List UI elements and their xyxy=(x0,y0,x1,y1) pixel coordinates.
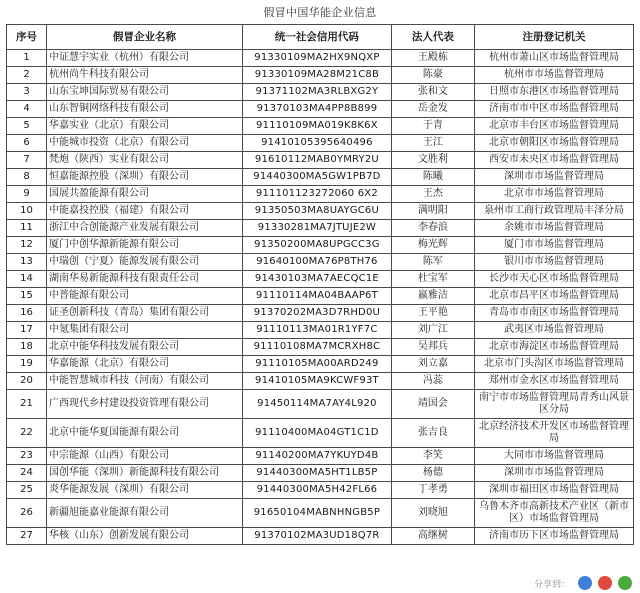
cell-legal-rep: 杨德 xyxy=(391,465,474,482)
cell-registration-authority: 北京市门头沟区市场监督管理局 xyxy=(474,356,633,373)
cell-credit-code: 91350503MA8UAYGC6U xyxy=(243,203,392,220)
cell-company-name: 杭州尚牛科技有限公司 xyxy=(47,67,243,84)
cell-credit-code: 91330109MA28M21C8B xyxy=(243,67,392,84)
cell-legal-rep: 丁孝勇 xyxy=(391,482,474,499)
cell-registration-authority: 杭州市萧山区市场监督管理局 xyxy=(474,50,633,67)
cell-credit-code: 91110109MA019K8K6X xyxy=(243,118,392,135)
cell-credit-code: 91650104MABNHNGB5P xyxy=(243,499,392,528)
cell-credit-code: 91440300MA5GW1PB7D xyxy=(243,169,392,186)
table-row xyxy=(7,254,634,271)
column-header-company-name: 假冒企业名称 xyxy=(47,25,243,50)
cell-company-name: 梵炮（陕西）实业有限公司 xyxy=(47,152,243,169)
cell-company-name: 国展共盈能源有限公司 xyxy=(47,186,243,203)
table-row xyxy=(7,50,634,67)
share-label: 分享到： xyxy=(533,579,570,590)
cell-company-name: 炎华能源发展（深圳）有限公司 xyxy=(47,482,243,499)
cell-registration-authority: 武夷区市场监督管理局 xyxy=(474,322,633,339)
fake-companies-table xyxy=(6,24,634,545)
column-header-registration-authority: 注册登记机关 xyxy=(474,25,633,50)
cell-legal-rep: 吴邦兵 xyxy=(391,339,474,356)
share-bar xyxy=(534,576,632,590)
table-row xyxy=(7,499,634,528)
cell-index: 19 xyxy=(7,356,47,373)
cell-index: 15 xyxy=(7,288,47,305)
cell-company-name: 证圣创新科技（青岛）集团有限公司 xyxy=(47,305,243,322)
cell-index: 5 xyxy=(7,118,47,135)
cell-legal-rep: 王江 xyxy=(391,135,474,152)
cell-legal-rep: 刘立嘉 xyxy=(391,356,474,373)
share-weibo-icon[interactable] xyxy=(598,576,612,590)
table-row xyxy=(7,356,634,373)
cell-index: 3 xyxy=(7,84,47,101)
cell-registration-authority: 南宁市市场监督管理局青秀山风景区分局 xyxy=(474,390,633,419)
table-row xyxy=(7,84,634,101)
cell-registration-authority: 长沙市天心区市场监督管理局 xyxy=(474,271,633,288)
cell-legal-rep: 高继树 xyxy=(391,528,474,545)
cell-registration-authority: 郑州市金水区市场监督管理局 xyxy=(474,373,633,390)
table-row xyxy=(7,186,634,203)
cell-registration-authority: 深圳市市场监督管理局 xyxy=(474,169,633,186)
table-row xyxy=(7,169,634,186)
cell-credit-code: 91350200MA8UPGCC3G xyxy=(243,237,392,254)
table-body xyxy=(7,50,634,545)
cell-legal-rep: 李春浪 xyxy=(391,220,474,237)
cell-credit-code: 91440300MA5H42FL66 xyxy=(243,482,392,499)
cell-company-name: 中能城市投资（北京）有限公司 xyxy=(47,135,243,152)
cell-legal-rep: 张吉良 xyxy=(391,419,474,448)
cell-index: 25 xyxy=(7,482,47,499)
cell-credit-code: 91610112MAB0YMRY2U xyxy=(243,152,392,169)
cell-index: 20 xyxy=(7,373,47,390)
cell-credit-code: 911101123272060 6X2 xyxy=(243,186,392,203)
cell-legal-rep: 张和文 xyxy=(391,84,474,101)
table-header-row xyxy=(7,25,634,50)
cell-credit-code: 91450114MA7AY4L920 xyxy=(243,390,392,419)
column-header-credit-code: 统一社会信用代码 xyxy=(243,25,392,50)
cell-index: 7 xyxy=(7,152,47,169)
table-row xyxy=(7,101,634,118)
cell-registration-authority: 济南市市中区市场监督管理局 xyxy=(474,101,633,118)
cell-registration-authority: 厦门市市场监督管理局 xyxy=(474,237,633,254)
table-row xyxy=(7,237,634,254)
table-row xyxy=(7,271,634,288)
cell-company-name: 山东智铜网络科技有限公司 xyxy=(47,101,243,118)
table-row xyxy=(7,288,634,305)
cell-company-name: 中普能源有限公司 xyxy=(47,288,243,305)
cell-index: 14 xyxy=(7,271,47,288)
cell-legal-rep: 嬴雅洁 xyxy=(391,288,474,305)
cell-registration-authority: 泉州市工商行政管理局丰泽分局 xyxy=(474,203,633,220)
cell-index: 1 xyxy=(7,50,47,67)
cell-legal-rep: 冯蕊 xyxy=(391,373,474,390)
cell-registration-authority: 深圳市市场监督管理局 xyxy=(474,465,633,482)
cell-company-name: 中瑞创（宁夏）能源发展有限公司 xyxy=(47,254,243,271)
cell-credit-code: 91140200MA7YKUYD4B xyxy=(243,448,392,465)
share-qzone-icon[interactable] xyxy=(578,576,592,590)
cell-index: 16 xyxy=(7,305,47,322)
table-row xyxy=(7,448,634,465)
cell-index: 17 xyxy=(7,322,47,339)
cell-legal-rep: 靖国会 xyxy=(391,390,474,419)
cell-legal-rep: 陈豪 xyxy=(391,67,474,84)
cell-index: 4 xyxy=(7,101,47,118)
cell-registration-authority: 杭州市市场监督管理局 xyxy=(474,67,633,84)
cell-registration-authority: 乌鲁木齐市高新技术产业区（新市区）市场监督管理局 xyxy=(474,499,633,528)
cell-registration-authority: 青岛市市南区市场监督管理局 xyxy=(474,305,633,322)
cell-legal-rep: 于青 xyxy=(391,118,474,135)
table-row xyxy=(7,465,634,482)
cell-registration-authority: 大同市市场监督管理局 xyxy=(474,448,633,465)
table-row xyxy=(7,390,634,419)
page-title: 假冒中国华能企业信息 xyxy=(263,6,377,19)
cell-credit-code: 91110113MA01R1YF7C xyxy=(243,322,392,339)
cell-registration-authority: 西安市未央区市场监督管理局 xyxy=(474,152,633,169)
cell-credit-code: 91430103MA7AECQC1E xyxy=(243,271,392,288)
table-row xyxy=(7,203,634,220)
cell-credit-code: 91371102MA3RLBXG2Y xyxy=(243,84,392,101)
table-row xyxy=(7,305,634,322)
cell-index: 8 xyxy=(7,169,47,186)
cell-company-name: 山东宝坤国际贸易有限公司 xyxy=(47,84,243,101)
cell-credit-code: 91110105MA00ARD249 xyxy=(243,356,392,373)
cell-index: 11 xyxy=(7,220,47,237)
cell-company-name: 中宗能源（山西）有限公司 xyxy=(47,448,243,465)
cell-registration-authority: 北京市海淀区市场监督管理局 xyxy=(474,339,633,356)
table-row xyxy=(7,135,634,152)
cell-credit-code: 91330281MA7JTUJE2W xyxy=(243,220,392,237)
cell-registration-authority: 北京市市场监督管理局 xyxy=(474,186,633,203)
cell-credit-code: 91370102MA3UD18Q7R xyxy=(243,528,392,545)
share-wechat-icon[interactable] xyxy=(618,576,632,590)
cell-legal-rep: 岳金发 xyxy=(391,101,474,118)
cell-index: 6 xyxy=(7,135,47,152)
cell-legal-rep: 杜宝军 xyxy=(391,271,474,288)
cell-registration-authority: 深圳市福田区市场监督管理局 xyxy=(474,482,633,499)
table-row xyxy=(7,419,634,448)
cell-legal-rep: 刘广江 xyxy=(391,322,474,339)
cell-company-name: 国创华能（深圳）新能源科技有限公司 xyxy=(47,465,243,482)
cell-credit-code: 91110400MA04GT1C1D xyxy=(243,419,392,448)
cell-index: 18 xyxy=(7,339,47,356)
table-row xyxy=(7,152,634,169)
cell-legal-rep: 梅光辉 xyxy=(391,237,474,254)
cell-credit-code: 91370103MA4PP8B899 xyxy=(243,101,392,118)
cell-index: 9 xyxy=(7,186,47,203)
cell-company-name: 厦门中创华源新能源有限公司 xyxy=(47,237,243,254)
column-header-index: 序号 xyxy=(7,25,47,50)
table-row xyxy=(7,322,634,339)
table-row xyxy=(7,339,634,356)
cell-registration-authority: 日照市东港区市场监督管理局 xyxy=(474,84,633,101)
cell-registration-authority: 济南市历下区市场监督管理局 xyxy=(474,528,633,545)
cell-credit-code: 91110114MA04BAAP6T xyxy=(243,288,392,305)
cell-credit-code: 91640100MA76P8TH76 xyxy=(243,254,392,271)
cell-index: 24 xyxy=(7,465,47,482)
cell-legal-rep: 文胜利 xyxy=(391,152,474,169)
table-row xyxy=(7,482,634,499)
cell-index: 2 xyxy=(7,67,47,84)
cell-index: 10 xyxy=(7,203,47,220)
cell-registration-authority: 银川市市场监督管理局 xyxy=(474,254,633,271)
cell-registration-authority: 北京市朝阳区市场监督管理局 xyxy=(474,135,633,152)
cell-legal-rep: 王杰 xyxy=(391,186,474,203)
cell-index: 22 xyxy=(7,419,47,448)
cell-legal-rep: 王殿栋 xyxy=(391,50,474,67)
cell-index: 23 xyxy=(7,448,47,465)
cell-index: 26 xyxy=(7,499,47,528)
table-header xyxy=(7,25,634,50)
cell-company-name: 湖南华易新能源科技有限责任公司 xyxy=(47,271,243,288)
cell-credit-code: 91370202MA3D7RHD0U xyxy=(243,305,392,322)
table-row xyxy=(7,220,634,237)
cell-company-name: 中证慧宇实业（杭州）有限公司 xyxy=(47,50,243,67)
cell-legal-rep: 满明阳 xyxy=(391,203,474,220)
cell-legal-rep: 陈军 xyxy=(391,254,474,271)
cell-registration-authority: 北京市丰台区市场监督管理局 xyxy=(474,118,633,135)
cell-registration-authority: 余姚市市场监督管理局 xyxy=(474,220,633,237)
cell-legal-rep: 陈曦 xyxy=(391,169,474,186)
cell-company-name: 浙江中合创能源产业发展有限公司 xyxy=(47,220,243,237)
cell-credit-code: 91110108MA7MCRXH8C xyxy=(243,339,392,356)
cell-company-name: 华核（山东）创新发展有限公司 xyxy=(47,528,243,545)
table-row xyxy=(7,67,634,84)
cell-company-name: 中能智慧城市科技（河南）有限公司 xyxy=(47,373,243,390)
table-row xyxy=(7,118,634,135)
cell-company-name: 华嘉能源（北京）有限公司 xyxy=(47,356,243,373)
cell-company-name: 新疆旭能嘉业能源有限公司 xyxy=(47,499,243,528)
cell-legal-rep: 李笑 xyxy=(391,448,474,465)
cell-company-name: 广西现代乡村建设投资管理有限公司 xyxy=(47,390,243,419)
cell-index: 12 xyxy=(7,237,47,254)
cell-index: 27 xyxy=(7,528,47,545)
cell-company-name: 华嘉实业（北京）有限公司 xyxy=(47,118,243,135)
cell-index: 21 xyxy=(7,390,47,419)
cell-registration-authority: 北京市昌平区市场监督管理局 xyxy=(474,288,633,305)
cell-index: 13 xyxy=(7,254,47,271)
cell-legal-rep: 刘晓旭 xyxy=(391,499,474,528)
cell-registration-authority: 北京经济技术开发区市场监督管理局 xyxy=(474,419,633,448)
cell-company-name: 中氪集团有限公司 xyxy=(47,322,243,339)
cell-credit-code: 91410105MA9KCWF93T xyxy=(243,373,392,390)
cell-credit-code: 91440300MA5HT1LB5P xyxy=(243,465,392,482)
cell-credit-code: 91410105395640496 xyxy=(243,135,392,152)
cell-company-name: 北京中能华夏国能源有限公司 xyxy=(47,419,243,448)
cell-company-name: 北京中能华科技发展有限公司 xyxy=(47,339,243,356)
cell-credit-code: 91330109MA2HX9NQXP xyxy=(243,50,392,67)
table-row xyxy=(7,373,634,390)
cell-company-name: 恒嘉能源控股（深圳）有限公司 xyxy=(47,169,243,186)
cell-company-name: 中能嘉投控股（福建）有限公司 xyxy=(47,203,243,220)
table-row xyxy=(7,528,634,545)
cell-legal-rep: 王平艳 xyxy=(391,305,474,322)
column-header-legal-rep: 法人代表 xyxy=(391,25,474,50)
